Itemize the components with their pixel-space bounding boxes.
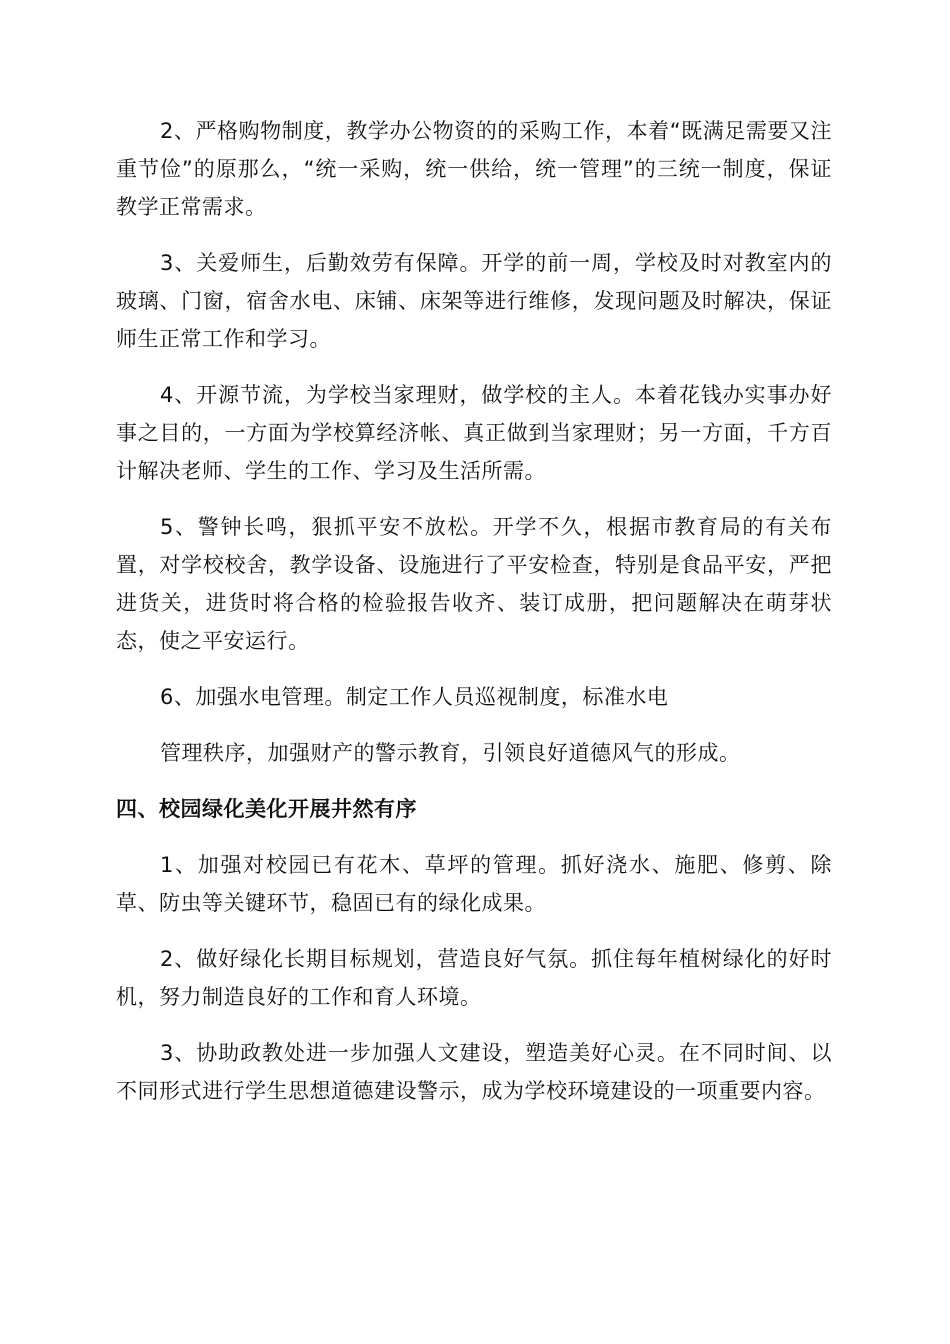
- paragraph-procurement: 2、严格购物制度，教学办公物资的的采购工作，本着“既满足需要又注重节俭”的原那么，“统一采购，统一供给，统一管理”的三统一制度，保证教学正常需求。: [116, 119, 832, 219]
- paragraph-humanistic-construction: 3、协助政教处进一步加强人文建设，塑造美好心灵。在不同时间、以不同形式进行学生思想道德建设警示，成为学校环境建设的一项重要内容。: [116, 1041, 832, 1103]
- paragraph-financial-management: 4、开源节流，为学校当家理财，做学校的主人。本着花钱办实事办好事之目的，一方面为学校算经济帐、真正做到当家理财；另一方面，千方百计解决老师、学生的工作、学习及生活所需。: [116, 383, 832, 483]
- paragraph-utilities-continuation: 管理秩序，加强财产的警示教育，引领良好道德风气的形成。: [160, 741, 741, 765]
- paragraph-logistics-service: 3、关爱师生，后勤效劳有保障。开学的前一周，学校及时对教室内的玻璃、门窗，宿舍水电、床铺、床架等进行维修，发现问题及时解决，保证师生正常工作和学习。: [116, 251, 832, 351]
- paragraph-safety-check: 5、警钟长鸣，狠抓平安不放松。开学不久，根据市教育局的有关布置，对学校校舍，教学设备、设施进行了平安检查，特别是食品平安，严把进货关，进货时将合格的检验报告收齐、装订成册，把问题解决在萌芽状态，使之平安运行。: [116, 515, 832, 653]
- paragraph-greening-planning: 2、做好绿化长期目标规划，营造良好气氛。抓住每年植树绿化的好时机，努力制造良好的工作和育人环境。: [116, 947, 832, 1009]
- paragraph-utilities-management: 6、加强水电管理。制定工作人员巡视制度，标准水电: [160, 685, 669, 709]
- paragraph-greening-maintenance: 1、加强对校园已有花木、草坪的管理。抓好浇水、施肥、修剪、除草、防虫等关键环节，稳固已有的绿化成果。: [116, 853, 832, 915]
- document-body: [116, 112, 832, 1128]
- section-heading-campus-greening: 四、校园绿化美化开展井然有序: [116, 797, 417, 821]
